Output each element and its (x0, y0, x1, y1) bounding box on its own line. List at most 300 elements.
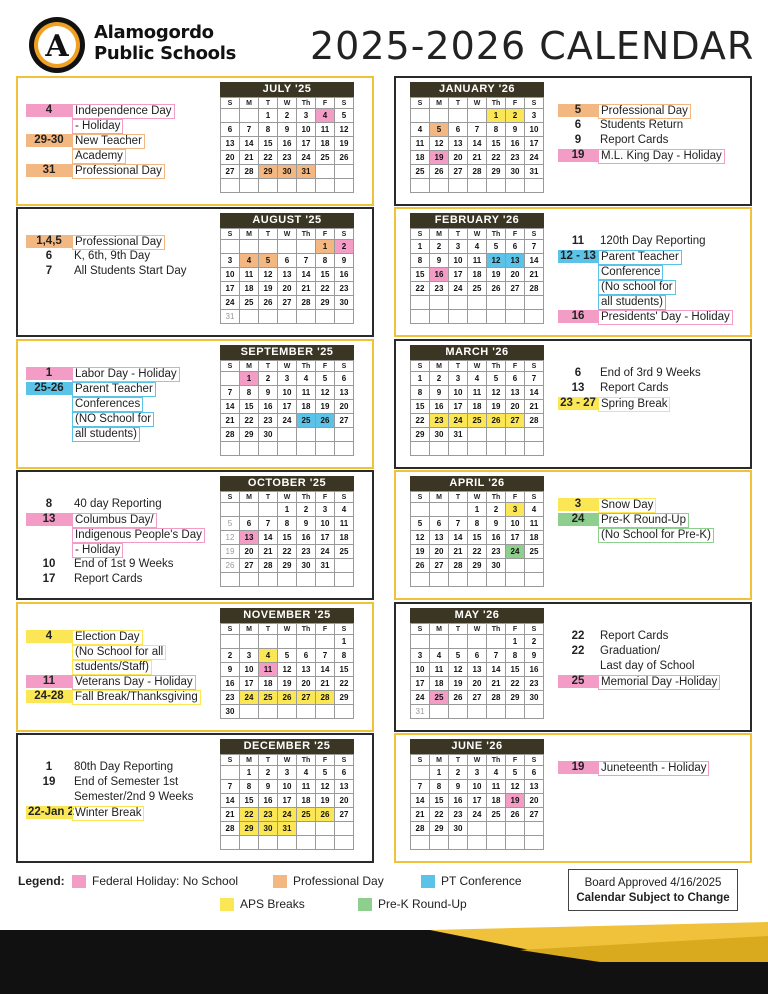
event-text: 120th Day Reporting (600, 235, 706, 247)
event-row (26, 528, 205, 543)
day-cell (316, 442, 335, 456)
day-cell: 6 (240, 517, 259, 531)
event-date: 22 (571, 645, 585, 657)
day-cell (487, 836, 506, 850)
day-cell (506, 822, 525, 836)
event-row (26, 382, 180, 397)
day-cell: 19 (411, 545, 430, 559)
weekday-header: W (278, 624, 297, 635)
day-cell: 22 (240, 808, 259, 822)
weekday-header: S (335, 229, 354, 240)
day-cell: 11 (316, 123, 335, 137)
day-cell: 18 (335, 531, 354, 545)
event-row (26, 367, 180, 382)
day-cell: 10 (316, 517, 335, 531)
day-cell: 30 (335, 296, 354, 310)
day-cell (297, 442, 316, 456)
day-cell: 20 (506, 400, 525, 414)
day-cell: 14 (240, 137, 259, 151)
day-cell: 15 (278, 531, 297, 545)
day-cell (297, 573, 316, 587)
event-date: 4 (26, 630, 72, 643)
month-name: OCTOBER '25 (220, 476, 354, 491)
weekday-header: M (240, 229, 259, 240)
event-text: - Holiday (72, 543, 123, 558)
day-cell: 27 (506, 414, 525, 428)
event-list (558, 235, 733, 325)
day-cell (468, 573, 487, 587)
day-cell: 15 (259, 137, 278, 151)
event-text: Professional Day (72, 235, 165, 250)
event-date: 6 (574, 367, 582, 379)
day-cell: 4 (468, 240, 487, 254)
day-cell: 29 (259, 165, 278, 179)
day-cell: 29 (411, 428, 430, 442)
legend-text: Pre-K Round-Up (378, 897, 467, 911)
day-cell: 11 (335, 517, 354, 531)
board-approval-box (568, 869, 738, 911)
day-cell: 8 (468, 517, 487, 531)
day-cell: 16 (430, 400, 449, 414)
day-cell: 21 (525, 400, 544, 414)
day-cell (335, 310, 354, 324)
event-row (26, 806, 195, 821)
weekday-header: W (278, 229, 297, 240)
day-cell: 6 (221, 123, 240, 137)
event-row (558, 119, 725, 134)
day-cell: 20 (335, 400, 354, 414)
day-cell: 24 (506, 545, 525, 559)
day-cell: 27 (335, 808, 354, 822)
month-box (16, 76, 374, 206)
day-cell: 6 (449, 123, 468, 137)
event-row (558, 498, 714, 513)
month-calendar (220, 476, 354, 587)
day-cell (525, 179, 544, 193)
day-cell (297, 428, 316, 442)
day-cell (316, 165, 335, 179)
day-cell (411, 503, 430, 517)
event-row (558, 513, 714, 528)
day-cell: 16 (278, 137, 297, 151)
day-table (220, 360, 354, 456)
event-row (26, 660, 201, 675)
legend-swatch-green (358, 898, 372, 911)
weekday-header: M (240, 755, 259, 766)
day-cell: 20 (335, 794, 354, 808)
day-cell (259, 310, 278, 324)
day-cell: 5 (316, 766, 335, 780)
event-list (26, 630, 201, 705)
day-cell (487, 635, 506, 649)
month-name: MARCH '26 (410, 345, 544, 360)
day-cell (525, 559, 544, 573)
event-text: Report Cards (600, 134, 669, 146)
day-cell: 16 (430, 268, 449, 282)
day-cell: 13 (506, 386, 525, 400)
weekday-header: T (449, 755, 468, 766)
day-table (410, 754, 544, 850)
day-cell: 5 (449, 649, 468, 663)
event-text: Students Return (600, 119, 684, 131)
day-cell: 27 (449, 165, 468, 179)
event-text: Independence Day (72, 104, 175, 119)
event-row (558, 397, 703, 412)
day-cell: 9 (259, 780, 278, 794)
day-cell: 12 (411, 531, 430, 545)
day-cell: 12 (259, 268, 278, 282)
day-cell: 17 (468, 794, 487, 808)
event-text: (NO School for (72, 412, 154, 427)
footer-banner (0, 922, 768, 994)
day-cell (468, 705, 487, 719)
day-cell: 4 (487, 766, 506, 780)
day-cell (411, 573, 430, 587)
day-cell (259, 573, 278, 587)
day-cell: 7 (449, 517, 468, 531)
day-cell: 15 (411, 400, 430, 414)
day-cell (316, 573, 335, 587)
day-cell (430, 503, 449, 517)
day-cell (411, 179, 430, 193)
day-cell: 10 (468, 780, 487, 794)
day-cell (259, 503, 278, 517)
event-text: K, 6th, 9th Day (74, 250, 151, 262)
legend-item-professional-day (273, 874, 384, 888)
event-row (26, 134, 175, 149)
month-calendar (220, 213, 354, 324)
day-cell: 16 (487, 531, 506, 545)
day-cell: 17 (525, 137, 544, 151)
weekday-header: Th (487, 229, 506, 240)
event-text: 80th Day Reporting (74, 761, 174, 773)
event-date: 7 (45, 265, 53, 277)
day-cell (525, 705, 544, 719)
day-cell: 18 (487, 794, 506, 808)
day-cell: 3 (240, 649, 259, 663)
day-table (410, 360, 544, 456)
event-text: End of Semester 1st (74, 776, 179, 788)
event-date: 1 (45, 761, 53, 773)
weekday-header: W (468, 361, 487, 372)
day-cell: 3 (316, 503, 335, 517)
school-name-line1: Alamogordo (94, 22, 214, 43)
event-date: 6 (574, 119, 582, 131)
day-cell: 21 (468, 151, 487, 165)
event-row (26, 104, 175, 119)
day-cell: 7 (316, 649, 335, 663)
month-box (16, 339, 374, 469)
day-cell: 12 (316, 386, 335, 400)
school-logo (28, 16, 86, 74)
event-list (26, 104, 175, 179)
day-cell (525, 836, 544, 850)
day-cell: 2 (278, 109, 297, 123)
day-cell: 4 (297, 372, 316, 386)
event-list (558, 761, 709, 776)
day-cell: 15 (468, 531, 487, 545)
day-cell: 4 (335, 503, 354, 517)
day-cell: 13 (335, 780, 354, 794)
day-cell: 6 (430, 517, 449, 531)
day-cell: 10 (221, 268, 240, 282)
day-cell: 30 (297, 559, 316, 573)
day-cell: 12 (430, 137, 449, 151)
event-text: Last day of School (600, 660, 695, 672)
weekday-header: S (335, 492, 354, 503)
day-cell: 13 (449, 137, 468, 151)
month-calendar (220, 608, 354, 719)
day-cell: 21 (525, 268, 544, 282)
day-cell: 24 (468, 808, 487, 822)
day-cell (240, 240, 259, 254)
weekday-header: S (335, 624, 354, 635)
event-text: all students) (72, 427, 140, 442)
day-cell (297, 705, 316, 719)
day-cell (506, 573, 525, 587)
day-cell: 7 (221, 386, 240, 400)
day-cell: 9 (525, 649, 544, 663)
day-cell (278, 705, 297, 719)
day-cell: 17 (506, 531, 525, 545)
day-cell (468, 635, 487, 649)
event-row (558, 645, 720, 660)
month-box (16, 602, 374, 732)
weekday-header: S (221, 361, 240, 372)
event-row (26, 397, 180, 412)
day-cell (430, 310, 449, 324)
day-cell: 14 (221, 794, 240, 808)
day-cell: 6 (468, 649, 487, 663)
day-cell: 17 (449, 268, 468, 282)
day-cell: 29 (240, 428, 259, 442)
day-cell: 22 (487, 151, 506, 165)
day-cell: 1 (240, 766, 259, 780)
day-cell: 27 (430, 559, 449, 573)
day-cell: 15 (430, 794, 449, 808)
day-cell: 25 (316, 151, 335, 165)
event-date: 23 - 27 (558, 397, 598, 410)
day-cell: 30 (259, 428, 278, 442)
day-cell: 6 (506, 372, 525, 386)
day-cell: 21 (259, 545, 278, 559)
event-text: Pre-K Round-Up (598, 513, 689, 528)
day-cell: 25 (468, 414, 487, 428)
day-cell: 19 (487, 400, 506, 414)
weekday-header: F (506, 361, 525, 372)
event-date: 9 (574, 134, 582, 146)
day-cell: 22 (411, 282, 430, 296)
day-cell: 28 (449, 559, 468, 573)
event-row (558, 134, 725, 149)
event-text: Labor Day - Holiday (72, 367, 180, 382)
day-cell: 31 (297, 165, 316, 179)
day-cell: 14 (525, 386, 544, 400)
page-title: 2025-2026 CALENDAR (310, 24, 755, 68)
day-cell: 27 (525, 808, 544, 822)
weekday-header: T (259, 98, 278, 109)
day-cell (506, 836, 525, 850)
day-cell (430, 836, 449, 850)
day-cell (316, 310, 335, 324)
day-cell: 22 (411, 414, 430, 428)
day-cell: 8 (316, 254, 335, 268)
event-row (26, 776, 195, 791)
event-row (26, 235, 189, 250)
day-cell: 6 (297, 649, 316, 663)
day-cell: 12 (335, 123, 354, 137)
weekday-header: Th (297, 624, 316, 635)
day-cell (221, 179, 240, 193)
event-text: Report Cards (600, 630, 669, 642)
day-cell: 26 (221, 559, 240, 573)
day-table (220, 491, 354, 587)
day-cell (316, 705, 335, 719)
month-name: JANUARY '26 (410, 82, 544, 97)
day-cell: 17 (221, 282, 240, 296)
day-cell (278, 635, 297, 649)
day-cell (221, 635, 240, 649)
weekday-header: W (468, 98, 487, 109)
event-text: End of 1st 9 Weeks (74, 558, 174, 570)
event-text: Graduation/ (600, 645, 661, 657)
day-cell (335, 705, 354, 719)
day-cell: 13 (468, 663, 487, 677)
day-cell: 18 (468, 268, 487, 282)
event-text: all students) (598, 295, 666, 310)
day-cell: 11 (411, 137, 430, 151)
day-cell: 9 (297, 517, 316, 531)
event-text: Columbus Day/ (72, 513, 157, 528)
day-cell (449, 573, 468, 587)
day-cell: 19 (449, 677, 468, 691)
weekday-header: Th (487, 755, 506, 766)
event-text: All Students Start Day (74, 265, 187, 277)
day-cell: 1 (411, 240, 430, 254)
event-row (26, 690, 201, 705)
day-cell: 30 (278, 165, 297, 179)
event-row (558, 280, 733, 295)
weekday-header: F (506, 229, 525, 240)
day-cell: 23 (506, 151, 525, 165)
weekday-header: M (430, 492, 449, 503)
day-cell: 11 (297, 780, 316, 794)
day-cell: 3 (449, 240, 468, 254)
day-cell: 9 (278, 123, 297, 137)
day-cell: 7 (411, 780, 430, 794)
legend-item-federal-holiday (72, 874, 238, 888)
day-cell: 11 (468, 254, 487, 268)
weekday-header: S (411, 361, 430, 372)
day-cell (297, 310, 316, 324)
day-cell: 18 (240, 282, 259, 296)
event-date: 11 (571, 235, 585, 247)
weekday-header: M (430, 229, 449, 240)
day-cell (506, 428, 525, 442)
day-cell (316, 822, 335, 836)
day-cell (278, 573, 297, 587)
day-cell: 5 (487, 372, 506, 386)
day-cell: 23 (430, 282, 449, 296)
day-cell: 2 (259, 372, 278, 386)
event-text: (No School for Pre-K) (598, 528, 714, 543)
day-cell (240, 179, 259, 193)
day-cell (506, 179, 525, 193)
day-cell: 16 (506, 137, 525, 151)
day-cell: 7 (259, 517, 278, 531)
weekday-header: S (411, 98, 430, 109)
event-text: Spring Break (598, 397, 670, 412)
day-cell: 18 (297, 400, 316, 414)
event-row (558, 367, 703, 382)
day-cell: 12 (506, 780, 525, 794)
day-cell: 2 (525, 635, 544, 649)
day-cell: 30 (430, 428, 449, 442)
event-row (26, 412, 180, 427)
day-cell: 24 (240, 691, 259, 705)
day-cell: 24 (449, 414, 468, 428)
month-box (16, 733, 374, 863)
legend-swatch-pink (72, 875, 86, 888)
weekday-header: S (411, 492, 430, 503)
day-cell: 19 (506, 794, 525, 808)
day-cell: 19 (335, 137, 354, 151)
day-cell: 1 (487, 109, 506, 123)
day-cell: 28 (411, 822, 430, 836)
day-cell: 11 (525, 517, 544, 531)
day-cell (335, 165, 354, 179)
day-cell: 15 (240, 400, 259, 414)
day-cell: 15 (316, 268, 335, 282)
event-text: (No School for all (72, 645, 166, 660)
day-cell: 27 (468, 691, 487, 705)
day-table (410, 491, 544, 587)
day-cell: 29 (506, 691, 525, 705)
legend-label: Legend: (18, 874, 65, 888)
day-cell: 10 (240, 663, 259, 677)
day-cell (430, 442, 449, 456)
weekday-header: W (278, 492, 297, 503)
day-cell (297, 635, 316, 649)
day-cell (506, 442, 525, 456)
day-cell: 5 (278, 649, 297, 663)
approval-note: Calendar Subject to Change (576, 892, 730, 904)
day-cell: 24 (278, 414, 297, 428)
event-date: 16 (558, 310, 598, 323)
day-cell (278, 442, 297, 456)
day-cell: 28 (316, 691, 335, 705)
event-text: Conferences (72, 397, 143, 412)
weekday-header: Th (487, 98, 506, 109)
day-cell: 22 (506, 677, 525, 691)
day-cell: 11 (297, 386, 316, 400)
day-cell (525, 428, 544, 442)
day-cell: 10 (278, 780, 297, 794)
day-cell: 19 (221, 545, 240, 559)
event-date: 13 (26, 513, 72, 526)
day-cell: 8 (411, 254, 430, 268)
day-cell (316, 179, 335, 193)
day-cell (449, 109, 468, 123)
day-cell: 2 (335, 240, 354, 254)
day-cell: 11 (487, 780, 506, 794)
event-date: 29-30 (26, 134, 72, 147)
weekday-header: S (221, 98, 240, 109)
day-cell: 16 (449, 794, 468, 808)
day-cell (506, 310, 525, 324)
day-cell (335, 822, 354, 836)
day-cell: 22 (335, 677, 354, 691)
